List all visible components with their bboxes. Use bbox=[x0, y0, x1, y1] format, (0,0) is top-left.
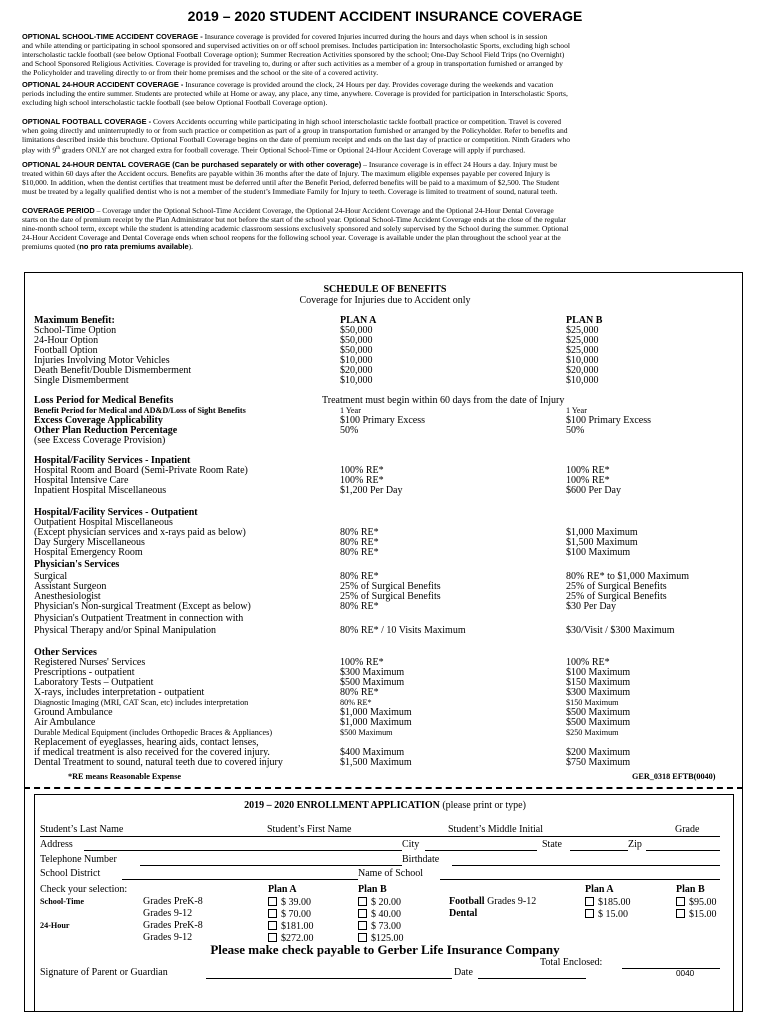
total-label: Total Enclosed: bbox=[540, 957, 603, 968]
school-time-label: School-Time bbox=[40, 897, 84, 906]
schedule-b: 100% RE* bbox=[566, 465, 610, 476]
schedule-label: Football Option bbox=[34, 345, 98, 356]
birthdate-label: Birthdate bbox=[402, 854, 440, 865]
schedule-a: 80% RE* bbox=[340, 527, 379, 538]
grade-label: Grade bbox=[675, 824, 700, 835]
h24-grades-prek8: Grades PreK-8 bbox=[143, 920, 203, 931]
schedule-b: $750 Maximum bbox=[566, 757, 631, 768]
schedule-label: Ground Ambulance bbox=[34, 707, 113, 718]
school-name-field[interactable] bbox=[440, 879, 720, 880]
district-field[interactable] bbox=[122, 879, 358, 880]
schedule-b: $20,000 bbox=[566, 365, 599, 376]
signature-field[interactable] bbox=[206, 978, 452, 979]
schedule-label: Physician's Services bbox=[34, 559, 120, 570]
checkbox-icon[interactable] bbox=[585, 909, 594, 918]
checkbox-icon[interactable] bbox=[585, 897, 594, 906]
schedule-a: 80% RE* bbox=[340, 571, 379, 582]
schedule-label: Physician's Outpatient Treatment in connection with bbox=[34, 613, 244, 624]
schedule-label: 24-Hour Option bbox=[34, 335, 99, 346]
football-paragraph: OPTIONAL FOOTBALL COVERAGE - Covers Accidents occurring while participating in high school interscholastic tackle football practice or competition. Travel is covered when going directly and uninterruptedly to or from such practice or competition as part of a group in transportation furnished or arranged by the Policyholder. Refer to benefits and limitations described inside this brochure. Optional Football Coverage begins on the date of premium receipt and ends on the last day of practice or competition. Ninth Graders who play with 9th graders ONLY are not charged extra for football coverage. Their Optional School-Time or Optional 24-Hour Accident Coverage will apply if purchased. bbox=[22, 117, 571, 155]
schedule-b: $1,000 Maximum bbox=[566, 527, 638, 538]
coverage-period-paragraph: COVERAGE PERIOD – Coverage under the Optional School-Time Accident Coverage, the Optional 24-Hour Accident Coverage and the Optional 24-Hour Dental Coverage starts on the date of premium receipt by the Plan Administrator but not before the start of the school year. Optional School-Time Accident Coverage ends at the close of the regular nine-month school term, except while the student is attending academic classroom sessions exclusively sponsored and solely supervised by the School during the summer. Optional 24-Hour Accident Coverage and Dental Coverage ends when school reopens for the following school year. Coverage is available under the plan throughout the school year at the premiums quoted (no pro rata premiums available). bbox=[22, 206, 569, 252]
schedule-b: $150 Maximum bbox=[566, 677, 631, 688]
schedule-b: $100 Maximum bbox=[566, 547, 631, 558]
schedule-label: Laboratory Tests – Outpatient bbox=[34, 677, 154, 688]
schedule-b: 50% bbox=[566, 425, 585, 436]
form-code: GER_0318 EFTB(0040) bbox=[632, 772, 716, 781]
h24-912-a-option[interactable]: $272.00 bbox=[268, 933, 314, 944]
telephone-label: Telephone Number bbox=[40, 854, 117, 865]
schedule-label: Loss Period for Medical Benefits bbox=[34, 395, 174, 406]
schedule-b: $150 Maximum bbox=[566, 698, 619, 707]
schedule-a: $20,000 bbox=[340, 365, 373, 376]
schedule-b: $25,000 bbox=[566, 325, 599, 336]
schedule-a: 80% RE* bbox=[340, 687, 379, 698]
schedule-label: Excess Coverage Applicability bbox=[34, 415, 163, 426]
schedule-a: $50,000 bbox=[340, 345, 373, 356]
middle-initial-label: Student’s Middle Initial bbox=[448, 824, 543, 835]
schedule-label: Hospital Room and Board (Semi-Private Room Rate) bbox=[34, 465, 248, 476]
st-grades-912: Grades 9-12 bbox=[143, 908, 193, 919]
birthdate-field[interactable] bbox=[452, 865, 720, 866]
schedule-label: Death Benefit/Double Dismemberment bbox=[34, 365, 192, 376]
schedule-label: Outpatient Hospital Miscellaneous bbox=[34, 517, 173, 528]
form-number: 0040 bbox=[676, 969, 695, 978]
schedule-label: Anesthesiologist bbox=[34, 591, 101, 602]
schedule-a: $1,000 Maximum bbox=[340, 717, 412, 728]
checkbox-icon[interactable] bbox=[358, 921, 367, 930]
schedule-b: $25,000 bbox=[566, 345, 599, 356]
schedule-b: $200 Maximum bbox=[566, 747, 631, 758]
plan-b-header: Plan B bbox=[358, 884, 387, 895]
schedule-a: 80% RE* / 10 Visits Maximum bbox=[340, 625, 466, 636]
schedule-b: $10,000 bbox=[566, 355, 599, 366]
schedule-a: 25% of Surgical Benefits bbox=[340, 581, 441, 592]
schedule-a: $10,000 bbox=[340, 355, 373, 366]
schedule-label: Dental Treatment to sound, natural teeth due to covered injury bbox=[34, 757, 283, 768]
schedule-b: $600 Per Day bbox=[566, 485, 621, 496]
first-name-label: Student’s First Name bbox=[267, 824, 352, 835]
hour24-paragraph: OPTIONAL 24-HOUR ACCIDENT COVERAGE - Insurance coverage is provided around the clock, 24 Hours per day. Provides coverage during the weekends and vacation periods including the entire summer. Students are protected while at Home or away, any place, any time, anywhere. Coverage is provided for participation in Interscholastic Sports, excluding high school interscholastic tackle football (see below Optional Football Coverage option). bbox=[22, 80, 568, 108]
st-prek8-a-option[interactable]: $ 39.00 bbox=[268, 897, 311, 908]
schedule-a: $1,000 Maximum bbox=[340, 707, 412, 718]
football-b-option[interactable]: $95.00 bbox=[676, 897, 717, 908]
schedule-label: Inpatient Hospital Miscellaneous bbox=[34, 485, 167, 496]
h24-prek8-a-option[interactable]: $181.00 bbox=[268, 921, 314, 932]
schedule-label: Assistant Surgeon bbox=[34, 581, 107, 592]
plan-b-header-2: Plan B bbox=[676, 884, 705, 895]
footnote: *RE means Reasonable Expense bbox=[68, 772, 182, 781]
schedule-label: Benefit Period for Medical and AD&D/Loss of Sight Benefits bbox=[34, 406, 246, 415]
schedule-b: 100% RE* bbox=[566, 657, 610, 668]
schedule-b: $100 Maximum bbox=[566, 667, 631, 678]
schedule-label: if medical treatment is also received for the covered injury. bbox=[34, 747, 270, 758]
schedule-b: 100% RE* bbox=[566, 475, 610, 486]
h24-912-b-option[interactable]: $125.00 bbox=[358, 933, 404, 944]
schedule-a: PLAN A bbox=[340, 315, 377, 326]
schedule-a: Treatment must begin within 60 days from the date of Injury bbox=[322, 395, 565, 406]
schedule-a: 25% of Surgical Benefits bbox=[340, 591, 441, 602]
schedule-a: 80% RE* bbox=[340, 547, 379, 558]
schedule-label: Diagnostic Imaging (MRI, CAT Scan, etc) includes interpretation bbox=[34, 698, 249, 707]
schedule-a: 80% RE* bbox=[340, 537, 379, 548]
schedule-label: Registered Nurses' Services bbox=[34, 657, 146, 668]
schedule-a: 100% RE* bbox=[340, 475, 384, 486]
schedule-label: Hospital Intensive Care bbox=[34, 475, 129, 486]
st-prek8-b-option[interactable]: $ 20.00 bbox=[358, 897, 401, 908]
schedule-label: School-Time Option bbox=[34, 325, 117, 336]
city-field[interactable] bbox=[425, 850, 537, 851]
st-912-b-option[interactable]: $ 40.00 bbox=[358, 909, 401, 920]
st-grades-prek8: Grades PreK-8 bbox=[143, 896, 203, 907]
st-912-a-option[interactable]: $ 70.00 bbox=[268, 909, 311, 920]
total-field[interactable] bbox=[622, 968, 720, 969]
schedule-b: $30/Visit / $300 Maximum bbox=[566, 625, 675, 636]
schedule-a: $10,000 bbox=[340, 375, 373, 386]
plan-a-header-2: Plan A bbox=[585, 884, 614, 895]
check-selection-label: Check your selection: bbox=[40, 884, 128, 895]
zip-field[interactable] bbox=[646, 850, 720, 851]
schedule-label: Surgical bbox=[34, 571, 68, 582]
schedule-b: $30 Per Day bbox=[566, 601, 616, 612]
school-name-label: Name of School bbox=[358, 868, 423, 879]
checkbox-icon[interactable] bbox=[268, 921, 277, 930]
schedule-title: SCHEDULE OF BENEFITS bbox=[323, 284, 447, 295]
schedule-label: Hospital/Facility Services - Inpatient bbox=[34, 455, 191, 466]
state-field[interactable] bbox=[570, 850, 628, 851]
schedule-label: Other Plan Reduction Percentage bbox=[34, 425, 178, 436]
date-label: Date bbox=[454, 967, 473, 978]
schedule-a: $400 Maximum bbox=[340, 747, 405, 758]
zip-label: Zip bbox=[628, 839, 642, 850]
schedule-a: $1,500 Maximum bbox=[340, 757, 412, 768]
schedule-a: 100% RE* bbox=[340, 657, 384, 668]
telephone-field[interactable] bbox=[140, 865, 402, 866]
schedule-label: Physical Therapy and/or Spinal Manipulation bbox=[34, 625, 217, 636]
city-label: City bbox=[402, 839, 420, 850]
school-time-paragraph: OPTIONAL SCHOOL-TIME ACCIDENT COVERAGE - Insurance coverage is provided for covered Injuries incurred during the hours and days when school is in session and while attending or participating in school sponsored and supervised activities on or off school premises. Includes participation in: Intersocholastic Sports, excluding high school interscholastic tackle football (see below Optional Football Coverage option); Summer Recreation Activities sponsored by the school; One-Day School Field Trips (no Overnight) and School Sponsored Religious Activities. Coverage is provided for traveling to, during or after such activities as a member of a group in transportation furnished or arranged by the Policyholder and traveling directly to or from their home premises and the school or the site of a covered activity. bbox=[22, 32, 570, 78]
schedule-label: Day Surgery Miscellaneous bbox=[34, 537, 145, 548]
checkbox-icon[interactable] bbox=[358, 933, 367, 942]
schedule-a: 100% RE* bbox=[340, 465, 384, 476]
schedule-b: 25% of Surgical Benefits bbox=[566, 581, 667, 592]
schedule-b: 80% RE* to $1,000 Maximum bbox=[566, 571, 690, 582]
schedule-a: 50% bbox=[340, 425, 359, 436]
signature-label: Signature of Parent or Guardian bbox=[40, 967, 168, 978]
schedule-label: X-rays, includes interpretation - outpatient bbox=[34, 687, 205, 698]
schedule-label: Physician's Non-surgical Treatment (Except as below) bbox=[34, 601, 251, 612]
last-name-label: Student’s Last Name bbox=[40, 824, 124, 835]
schedule-label: (see Excess Coverage Provision) bbox=[34, 435, 166, 446]
schedule-b: $100 Primary Excess bbox=[566, 415, 651, 426]
dental-paragraph: OPTIONAL 24-HOUR DENTAL COVERAGE (Can be purchased separately or with other coverage) – Insurance coverage is in effect 24 Hours a day. Injury must be treated within 60 days after the Accident occurs. Benefits are payable within 36 months after the date of Injury. The maximum eligible expenses payable per covered Injury is $10,000. In addition, when the dentist certifies that treatment must be deferred until after the Benefit Period, deferred benefits will be paid to a maximum of $2,500. The Student must be treated by a legally qualified dentist who is not a member of the student’s Immediate Family for Injury to teeth. Coverage is limited to treatment of sound, natural teeth. bbox=[22, 160, 560, 197]
payable-notice: Please make check payable to Gerber Life Insurance Company bbox=[210, 942, 560, 957]
schedule-a: 1 Year bbox=[340, 406, 361, 415]
plan-a-header: Plan A bbox=[268, 884, 297, 895]
schedule-label: Hospital Emergency Room bbox=[34, 547, 143, 558]
date-field[interactable] bbox=[478, 978, 586, 979]
schedule-label: Prescriptions - outpatient bbox=[34, 667, 135, 678]
checkbox-icon[interactable] bbox=[676, 909, 685, 918]
schedule-label: Durable Medical Equipment (includes Orthopedic Braces & Appliances) bbox=[34, 728, 273, 737]
dental-a-option[interactable]: $ 15.00 bbox=[585, 909, 628, 920]
schedule-a: $300 Maximum bbox=[340, 667, 405, 678]
schedule-a: $500 Maximum bbox=[340, 728, 393, 737]
schedule-b: $300 Maximum bbox=[566, 687, 631, 698]
schedule-a: 80% RE* bbox=[340, 698, 372, 707]
page-title: 2019 – 2020 STUDENT ACCIDENT INSURANCE COVERAGE bbox=[187, 8, 583, 24]
dental-label: Dental bbox=[449, 908, 478, 919]
district-label: School District bbox=[40, 868, 101, 879]
schedule-b: $10,000 bbox=[566, 375, 599, 386]
cut-line bbox=[24, 787, 743, 789]
checkbox-icon[interactable] bbox=[676, 897, 685, 906]
schedule-b: 1 Year bbox=[566, 406, 587, 415]
schedule-b: $250 Maximum bbox=[566, 728, 619, 737]
h24-grades-912: Grades 9-12 bbox=[143, 932, 193, 943]
schedule-label: Replacement of eyeglasses, hearing aids, contact lenses, bbox=[34, 737, 259, 748]
schedule-label: Maximum Benefit: bbox=[34, 315, 115, 326]
schedule-label: Air Ambulance bbox=[34, 717, 96, 728]
schedule-a: 80% RE* bbox=[340, 601, 379, 612]
checkbox-icon[interactable] bbox=[358, 897, 367, 906]
football-a-option[interactable]: $185.00 bbox=[585, 897, 631, 908]
address-label: Address bbox=[40, 839, 73, 850]
schedule-a: $500 Maximum bbox=[340, 677, 405, 688]
schedule-a: $50,000 bbox=[340, 325, 373, 336]
schedule-b: $500 Maximum bbox=[566, 707, 631, 718]
application-title: 2019 – 2020 ENROLLMENT APPLICATION (please print or type) bbox=[244, 800, 526, 811]
schedule-a: $50,000 bbox=[340, 335, 373, 346]
name-line[interactable] bbox=[40, 836, 720, 837]
checkbox-icon[interactable] bbox=[268, 933, 277, 942]
schedule-subtitle: Coverage for Injuries due to Accident only bbox=[299, 295, 471, 306]
schedule-label: Single Dismemberment bbox=[34, 375, 129, 386]
hour24-label: 24-Hour bbox=[40, 921, 70, 930]
h24-prek8-b-option[interactable]: $ 73.00 bbox=[358, 921, 401, 932]
schedule-label: Hospital/Facility Services - Outpatient bbox=[34, 507, 198, 518]
schedule-a: $100 Primary Excess bbox=[340, 415, 425, 426]
schedule-a: $1,200 Per Day bbox=[340, 485, 403, 496]
checkbox-icon[interactable] bbox=[358, 909, 367, 918]
schedule-label: (Except physician services and x-rays paid as below) bbox=[34, 527, 246, 538]
state-label: State bbox=[542, 839, 562, 850]
schedule-label: Other Services bbox=[34, 647, 97, 658]
schedule-b: $500 Maximum bbox=[566, 717, 631, 728]
address-field[interactable] bbox=[84, 850, 402, 851]
schedule-b: 25% of Surgical Benefits bbox=[566, 591, 667, 602]
football-label: Football Grades 9-12 bbox=[449, 896, 537, 907]
checkbox-icon[interactable] bbox=[268, 897, 277, 906]
schedule-label: Injuries Involving Motor Vehicles bbox=[34, 355, 170, 366]
schedule-b: PLAN B bbox=[566, 315, 603, 326]
schedule-b: $25,000 bbox=[566, 335, 599, 346]
dental-b-option[interactable]: $15.00 bbox=[676, 909, 717, 920]
checkbox-icon[interactable] bbox=[268, 909, 277, 918]
schedule-b: $1,500 Maximum bbox=[566, 537, 638, 548]
